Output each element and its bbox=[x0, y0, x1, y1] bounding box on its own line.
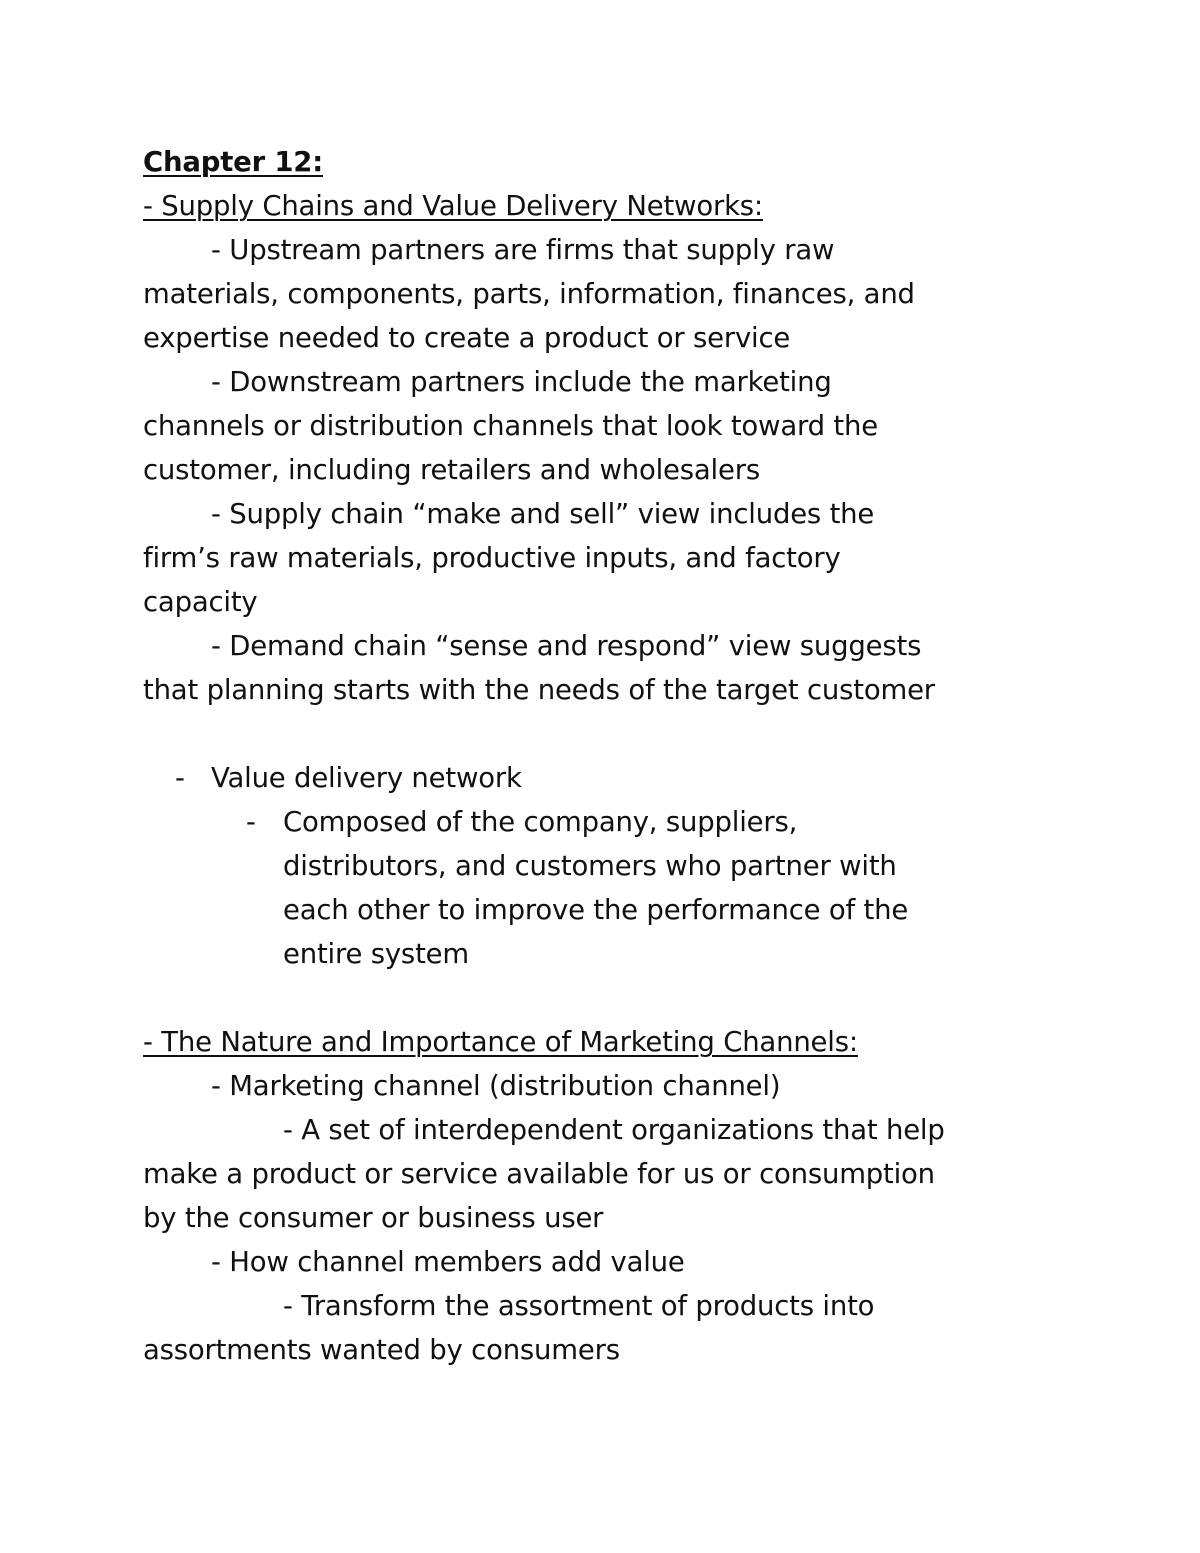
paragraph-line: by the consumer or business user bbox=[143, 1202, 604, 1234]
paragraph-line: - Downstream partners include the marketing bbox=[211, 366, 832, 398]
chapter-title: Chapter 12: bbox=[143, 146, 324, 178]
paragraph-line: - Upstream partners are firms that supply raw bbox=[211, 234, 835, 266]
paragraph-line: materials, components, parts, information, finances, and bbox=[143, 278, 915, 310]
list-item-continuation: distributors, and customers who partner with bbox=[283, 850, 897, 882]
paragraph-line: assortments wanted by consumers bbox=[143, 1334, 620, 1366]
paragraph-line: capacity bbox=[143, 586, 258, 618]
paragraph-line: - Supply chain “make and sell” view includes the bbox=[211, 498, 875, 530]
list-item-continuation: entire system bbox=[283, 938, 469, 970]
list-item: Value delivery network bbox=[211, 762, 522, 794]
list-item-continuation: each other to improve the performance of the bbox=[283, 894, 909, 926]
paragraph-line: firm’s raw materials, productive inputs, and factory bbox=[143, 542, 841, 574]
list-bullet: - bbox=[175, 762, 185, 794]
paragraph-line: channels or distribution channels that look toward the bbox=[143, 410, 878, 442]
paragraph-line: - Marketing channel (distribution channel) bbox=[211, 1070, 781, 1102]
paragraph-line: - A set of interdependent organizations that help bbox=[283, 1114, 945, 1146]
paragraph-line: that planning starts with the needs of the target customer bbox=[143, 674, 935, 706]
paragraph-line: - Demand chain “sense and respond” view suggests bbox=[211, 630, 922, 662]
list-item: Composed of the company, suppliers, bbox=[283, 806, 798, 838]
section-heading-marketing-channels: - The Nature and Importance of Marketing Channels: bbox=[143, 1026, 858, 1058]
section-heading-supply-chains: - Supply Chains and Value Delivery Networks: bbox=[143, 190, 763, 222]
paragraph-line: - Transform the assortment of products into bbox=[283, 1290, 875, 1322]
list-bullet: - bbox=[246, 806, 256, 838]
paragraph-line: expertise needed to create a product or service bbox=[143, 322, 791, 354]
paragraph-line: - How channel members add value bbox=[211, 1246, 685, 1278]
paragraph-line: make a product or service available for us or consumption bbox=[143, 1158, 935, 1190]
paragraph-line: customer, including retailers and wholesalers bbox=[143, 454, 760, 486]
